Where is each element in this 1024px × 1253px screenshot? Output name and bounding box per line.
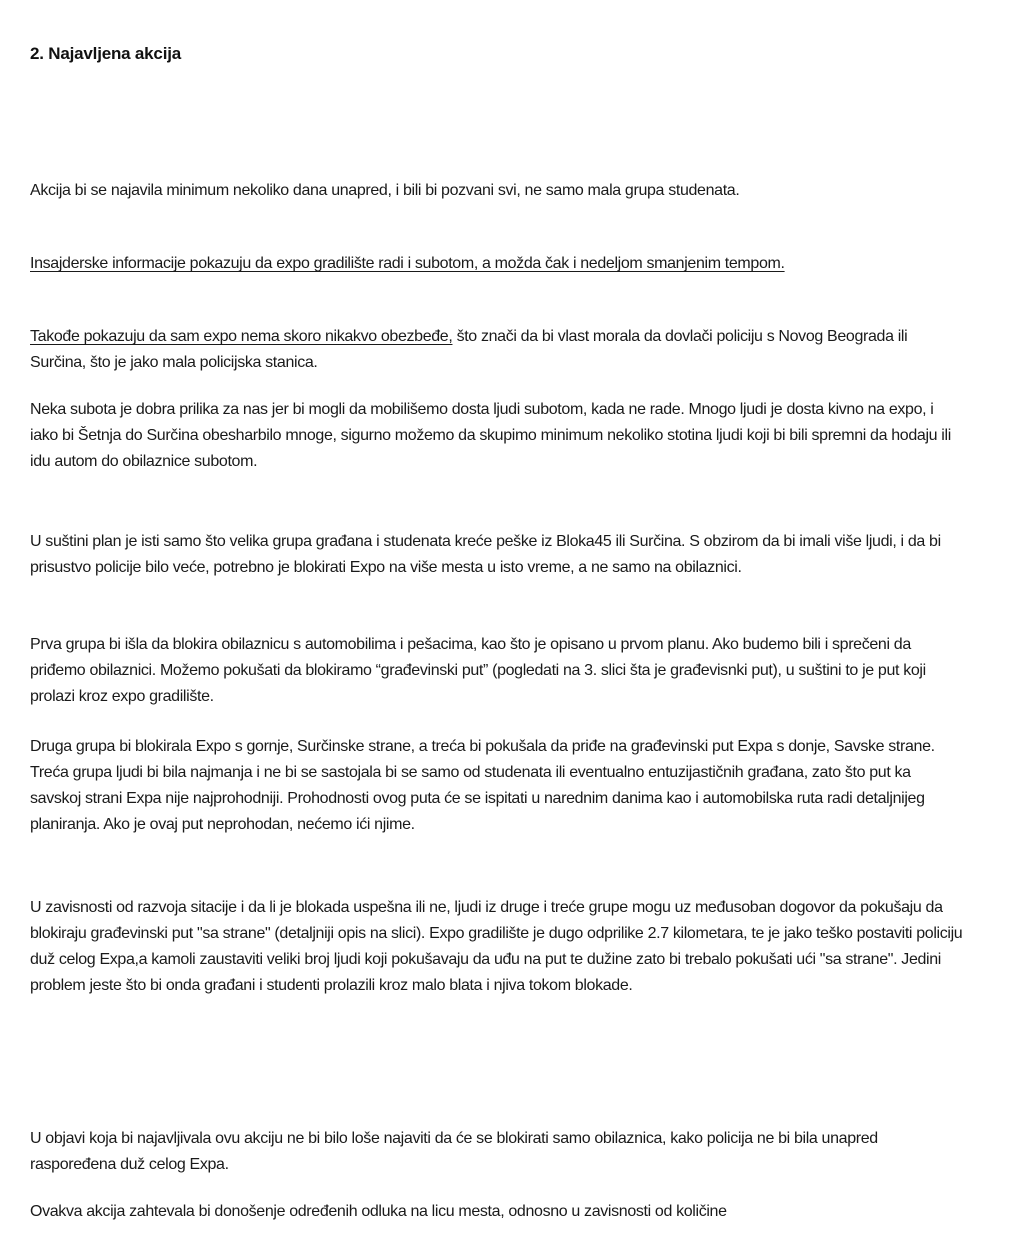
underlined-text: Insajderske informacije pokazuju da expo gradilište radi i subotom, a možda čak i nedeljom smanjenim tempom. xyxy=(30,255,785,272)
paragraph-saturday: Neka subota je dobra prilika za nas jer bi mogli da mobilišemo dosta ljudi subotom, kada ne rade. Mnogo ljudi je dosta kivno na expo, i iako bi Šetnja do Surčina obesharbilo mnoge, sigurno možemo da skupimo minimum nekoliko stotina ljudi koji bi bili spremni da hodaju ili idu autom do obilaznice subotom. xyxy=(30,401,951,470)
paragraph-second-third-group: Druga grupa bi blokirala Expo s gornje, Surčinske strane, a treća bi pokušala da priđe na građevinski put Expa s donje, Savske strane. Treća grupa ljudi bi bila najmanja i ne bi se sastojala bi se samo od studenata ili eventualno entuzijastičnih građana, zato što put ka savskoj strani Expa nije najprohodniji. Prohodnosti ovog puta će se ispitati u narednim danima kao i automobilska ruta radi detaljnijeg planiranja. Ako je ovaj put neprohodan, nećemo ići njime. xyxy=(30,738,935,833)
paragraph-text: što znači da bi vlast morala da dovlači policiju s Novog Beograda ili Surčina, što je jako mala policijska stanica. xyxy=(30,328,908,371)
paragraph-security xyxy=(30,324,965,376)
paragraph-on-site-decisions: Ovakva akcija zahtevala bi donošenje određenih odluka na licu mesta, odnosno u zavisnosti od količine xyxy=(30,1203,727,1220)
paragraph-announcement-post: U objavi koja bi najavljivala ovu akciju ne bi bilo loše najaviti da će se blokirati samo obilaznica, kako policija ne bi bila unapred raspoređena duž celog Expa. xyxy=(30,1130,878,1173)
paragraph-announcement: Akcija bi se najavila minimum nekoliko dana unapred, i bili bi pozvani svi, ne samo mala grupa studenata. xyxy=(30,182,740,199)
section-heading: 2. Najavljena akcija xyxy=(30,44,181,63)
paragraph-insider-info xyxy=(30,251,965,277)
paragraph-plan: U suštini plan je isti samo što velika grupa građana i studenata kreće peške iz Bloka45 ili Surčina. S obzirom da bi imali više ljudi, i da bi prisustvo policije bilo veće, potrebno je blokirati Expo na više mesta u isto vreme, a ne samo na obilaznici. xyxy=(30,533,941,576)
underlined-text: Takođe pokazuju da sam expo nema skoro nikakvo obezbeđe, xyxy=(30,328,453,345)
paragraph-first-group: Prva grupa bi išla da blokira obilaznicu s automobilima i pešacima, kao što je opisano u prvom planu. Ako budemo bili i sprečeni da priđemo obilaznici. Možemo pokušati da blokiramo “građevinski put” (pogledati na 3. slici šta je građevisnki put), u suštini to je put koji prolazi kroz expo gradilište. xyxy=(30,636,926,705)
paragraph-side-approach: U zavisnosti od razvoja sitacije i da li je blokada uspešna ili ne, ljudi iz druge i treće grupe mogu uz međusoban dogovor da pokušaju da blokiraju građevinski put "sa strane" (detaljniji opis na slici). Expo gradilište je dugo odprilike 2.7 kilometara, te je jako teško postaviti policiju duž celog Expa,a kamoli zaustaviti veliki broj ljudi koji pokušavaju da uđu na put te dužine zato bi trebalo pokušati ući "sa strane". Jedini problem jeste što bi onda građani i studenti prolazili kroz malo blata i njiva tokom blokade. xyxy=(30,899,963,994)
